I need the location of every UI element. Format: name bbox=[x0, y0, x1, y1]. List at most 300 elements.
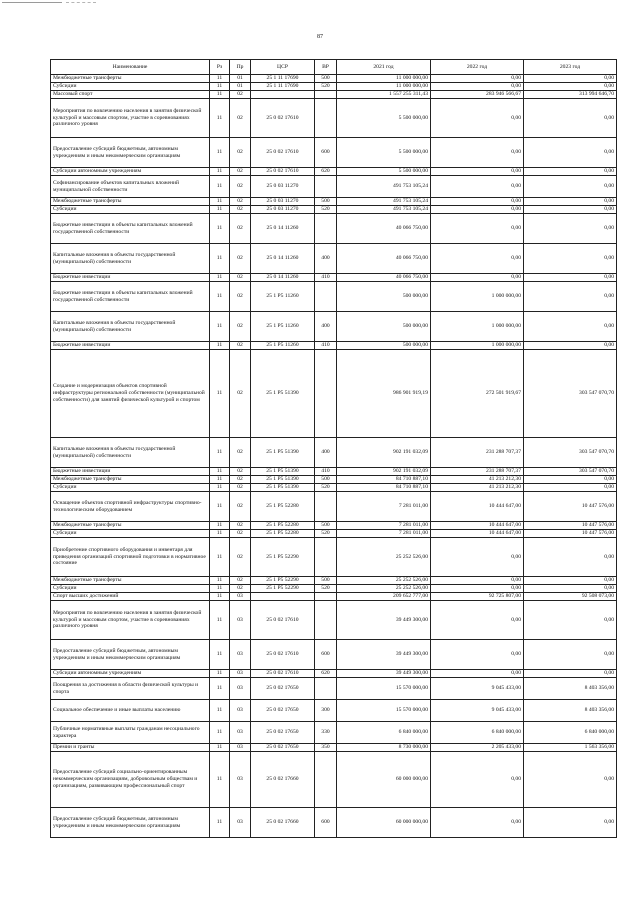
row-name: Капитальные вложения в объекты государственной (муниципальной) собственности bbox=[51, 312, 210, 342]
row-name: Предоставление субсидий бюджетным, автономным учреждениям и иным некоммерческим организациям bbox=[51, 640, 210, 670]
table-row bbox=[51, 585, 617, 593]
row-amount-2022: 2 205 433,00 bbox=[431, 744, 524, 752]
row-amount-2022: 0,00 bbox=[431, 538, 524, 577]
row-name: Поощрения за достижения в области физической культуры и спорта bbox=[51, 678, 210, 700]
scan-edge-mark bbox=[66, 2, 96, 3]
row-vr bbox=[315, 91, 337, 99]
row-vr: 600 bbox=[315, 138, 337, 168]
row-amount-2023: 1 563 356,00 bbox=[524, 744, 617, 752]
row-csr: 25 1 P5 11260 bbox=[251, 282, 315, 312]
row-amount-2022: 6 840 000,00 bbox=[431, 722, 524, 744]
row-amount-2022: 9 045 433,00 bbox=[431, 678, 524, 700]
row-amount-2022: 0,00 bbox=[431, 138, 524, 168]
row-csr: 25 0 14 11260 bbox=[251, 244, 315, 274]
row-rz: 11 bbox=[210, 678, 230, 700]
row-rz: 11 bbox=[210, 75, 230, 83]
row-amount-2023: 0,00 bbox=[524, 752, 617, 808]
row-pr: 02 bbox=[230, 312, 251, 342]
row-rz: 11 bbox=[210, 83, 230, 91]
row-csr: 25 0 14 11260 bbox=[251, 274, 315, 282]
row-amount-2023: 0,00 bbox=[524, 83, 617, 91]
table-header-row bbox=[51, 60, 617, 75]
row-vr: 400 bbox=[315, 438, 337, 468]
row-name: Субсидии автономным учреждениям bbox=[51, 670, 210, 678]
row-amount-2021: 7 281 011,00 bbox=[337, 522, 431, 530]
row-csr: 25 1 11 17690 bbox=[251, 83, 315, 91]
row-name: Межбюджетные трансферты bbox=[51, 198, 210, 206]
row-pr: 01 bbox=[230, 75, 251, 83]
row-csr: 25 0 03 11270 bbox=[251, 176, 315, 198]
row-amount-2021: 1 557 255 311,43 bbox=[337, 91, 431, 99]
row-amount-2021: 491 753 105,24 bbox=[337, 206, 431, 214]
row-amount-2021: 491 753 105,24 bbox=[337, 198, 431, 206]
row-amount-2023: 0,00 bbox=[524, 670, 617, 678]
row-name: Социальное обеспечение и иные выплаты населению bbox=[51, 700, 210, 722]
table-row bbox=[51, 468, 617, 476]
row-vr bbox=[315, 538, 337, 577]
row-csr: 25 0 02 17660 bbox=[251, 808, 315, 838]
row-amount-2021: 39 449 300,00 bbox=[337, 601, 431, 640]
table-row bbox=[51, 342, 617, 350]
table-row bbox=[51, 476, 617, 484]
row-amount-2023: 0,00 bbox=[524, 274, 617, 282]
row-amount-2023: 0,00 bbox=[524, 214, 617, 244]
row-amount-2022: 0,00 bbox=[431, 214, 524, 244]
row-rz: 11 bbox=[210, 99, 230, 138]
row-vr bbox=[315, 678, 337, 700]
table-row bbox=[51, 601, 617, 640]
table-row bbox=[51, 91, 617, 99]
column-header-csr: ЦСР bbox=[251, 60, 315, 75]
row-vr: 500 bbox=[315, 198, 337, 206]
row-amount-2022: 92 725 807,00 bbox=[431, 593, 524, 601]
row-rz: 11 bbox=[210, 722, 230, 744]
table-row bbox=[51, 282, 617, 312]
row-vr: 410 bbox=[315, 274, 337, 282]
row-amount-2023: 0,00 bbox=[524, 198, 617, 206]
table-row bbox=[51, 138, 617, 168]
row-amount-2023: 0,00 bbox=[524, 640, 617, 670]
table-row bbox=[51, 214, 617, 244]
table-row bbox=[51, 670, 617, 678]
row-rz: 11 bbox=[210, 484, 230, 492]
row-pr: 02 bbox=[230, 282, 251, 312]
row-vr: 520 bbox=[315, 484, 337, 492]
row-rz: 11 bbox=[210, 214, 230, 244]
row-amount-2023: 0,00 bbox=[524, 312, 617, 342]
row-amount-2022: 0,00 bbox=[431, 670, 524, 678]
row-vr: 410 bbox=[315, 468, 337, 476]
row-rz: 11 bbox=[210, 342, 230, 350]
row-vr: 400 bbox=[315, 312, 337, 342]
row-name: Бюджетные инвестиции в объекты капитальных вложений государственной собственности bbox=[51, 282, 210, 312]
table-row bbox=[51, 530, 617, 538]
row-pr: 02 bbox=[230, 244, 251, 274]
row-amount-2022: 0,00 bbox=[431, 83, 524, 91]
row-amount-2023: 0,00 bbox=[524, 176, 617, 198]
row-csr: 25 1 P5 51390 bbox=[251, 484, 315, 492]
row-pr: 02 bbox=[230, 176, 251, 198]
scan-edge-mark bbox=[2, 2, 62, 3]
row-amount-2021: 7 281 011,00 bbox=[337, 530, 431, 538]
table-row bbox=[51, 492, 617, 522]
table-row bbox=[51, 744, 617, 752]
row-amount-2021: 491 753 105,24 bbox=[337, 176, 431, 198]
row-amount-2023: 8 403 356,00 bbox=[524, 678, 617, 700]
row-csr: 25 0 03 11270 bbox=[251, 198, 315, 206]
row-vr: 500 bbox=[315, 75, 337, 83]
row-amount-2023: 10 447 576,00 bbox=[524, 492, 617, 522]
row-amount-2023: 0,00 bbox=[524, 168, 617, 176]
column-header-2021: 2021 год bbox=[337, 60, 431, 75]
row-vr: 330 bbox=[315, 722, 337, 744]
row-amount-2021: 84 710 887,10 bbox=[337, 484, 431, 492]
row-amount-2023: 8 403 356,00 bbox=[524, 700, 617, 722]
row-amount-2021: 11 000 000,00 bbox=[337, 75, 431, 83]
row-amount-2021: 8 730 000,00 bbox=[337, 744, 431, 752]
row-csr: 25 0 02 17650 bbox=[251, 744, 315, 752]
column-header-2023: 2023 год bbox=[524, 60, 617, 75]
row-csr: 25 0 02 17610 bbox=[251, 601, 315, 640]
row-amount-2021: 60 000 000,00 bbox=[337, 808, 431, 838]
column-header-rz: Рз bbox=[210, 60, 230, 75]
row-pr: 02 bbox=[230, 438, 251, 468]
row-csr: 25 1 P5 52280 bbox=[251, 492, 315, 522]
row-amount-2022: 231 288 707,37 bbox=[431, 438, 524, 468]
row-rz: 11 bbox=[210, 808, 230, 838]
row-rz: 11 bbox=[210, 593, 230, 601]
row-csr: 25 0 14 11260 bbox=[251, 214, 315, 244]
row-vr: 400 bbox=[315, 244, 337, 274]
row-name: Оснащение объектов спортивной инфраструктуры спортивно-технологическим оборудованием bbox=[51, 492, 210, 522]
row-rz: 11 bbox=[210, 744, 230, 752]
table-row bbox=[51, 752, 617, 808]
row-vr: 520 bbox=[315, 206, 337, 214]
row-pr: 02 bbox=[230, 198, 251, 206]
column-header-pr: Пр bbox=[230, 60, 251, 75]
row-rz: 11 bbox=[210, 350, 230, 438]
row-name: Межбюджетные трансферты bbox=[51, 577, 210, 585]
row-amount-2021: 6 840 000,00 bbox=[337, 722, 431, 744]
row-pr: 02 bbox=[230, 585, 251, 593]
column-header-vr: ВР bbox=[315, 60, 337, 75]
column-header-name: Наименование bbox=[51, 60, 210, 75]
row-rz: 11 bbox=[210, 476, 230, 484]
row-csr: 25 1 P5 11260 bbox=[251, 312, 315, 342]
row-amount-2022: 1 000 000,00 bbox=[431, 342, 524, 350]
row-amount-2021: 500 000,00 bbox=[337, 282, 431, 312]
row-pr: 02 bbox=[230, 492, 251, 522]
table-row bbox=[51, 577, 617, 585]
row-csr: 25 1 P5 51390 bbox=[251, 350, 315, 438]
row-amount-2023: 0,00 bbox=[524, 538, 617, 577]
table-row bbox=[51, 484, 617, 492]
table-row bbox=[51, 99, 617, 138]
row-csr: 25 0 02 17650 bbox=[251, 722, 315, 744]
row-pr: 03 bbox=[230, 752, 251, 808]
row-pr: 03 bbox=[230, 678, 251, 700]
row-name: Межбюджетные трансферты bbox=[51, 522, 210, 530]
row-vr bbox=[315, 752, 337, 808]
row-pr: 03 bbox=[230, 808, 251, 838]
row-vr bbox=[315, 176, 337, 198]
row-name: Мероприятия по вовлечению населения в занятия физической культурой и массовым спортом, участие в соревнованиях различного уровня bbox=[51, 601, 210, 640]
row-name: Публичные нормативные выплаты гражданам несоциального характера bbox=[51, 722, 210, 744]
row-amount-2023: 0,00 bbox=[524, 476, 617, 484]
row-vr: 520 bbox=[315, 530, 337, 538]
row-rz: 11 bbox=[210, 176, 230, 198]
row-amount-2021: 902 191 032,09 bbox=[337, 468, 431, 476]
row-csr: 25 1 P5 11260 bbox=[251, 342, 315, 350]
row-amount-2022: 0,00 bbox=[431, 808, 524, 838]
row-name: Спорт высших достижений bbox=[51, 593, 210, 601]
row-amount-2021: 40 066 750,00 bbox=[337, 214, 431, 244]
row-name: Субсидии bbox=[51, 530, 210, 538]
row-vr bbox=[315, 601, 337, 640]
row-vr bbox=[315, 593, 337, 601]
row-amount-2023: 0,00 bbox=[524, 138, 617, 168]
row-csr: 25 0 02 17610 bbox=[251, 168, 315, 176]
row-vr bbox=[315, 282, 337, 312]
row-csr: 25 1 P5 52280 bbox=[251, 530, 315, 538]
row-csr: 25 0 02 17650 bbox=[251, 700, 315, 722]
row-amount-2021: 15 570 000,00 bbox=[337, 700, 431, 722]
row-rz: 11 bbox=[210, 274, 230, 282]
row-rz: 11 bbox=[210, 168, 230, 176]
row-amount-2021: 84 710 887,10 bbox=[337, 476, 431, 484]
row-rz: 11 bbox=[210, 640, 230, 670]
row-pr: 02 bbox=[230, 138, 251, 168]
table-row bbox=[51, 244, 617, 274]
row-name: Предоставление субсидий социально-ориентированным некоммерческим организациям, добровольным обществам и организациям, развивающим профессиональный спорт bbox=[51, 752, 210, 808]
table-row bbox=[51, 438, 617, 468]
row-rz: 11 bbox=[210, 538, 230, 577]
row-pr: 03 bbox=[230, 593, 251, 601]
row-vr: 410 bbox=[315, 342, 337, 350]
row-amount-2023: 313 994 646,70 bbox=[524, 91, 617, 99]
table-row bbox=[51, 176, 617, 198]
row-rz: 11 bbox=[210, 577, 230, 585]
row-amount-2021: 39 449 300,00 bbox=[337, 640, 431, 670]
row-amount-2023: 0,00 bbox=[524, 808, 617, 838]
row-amount-2021: 25 252 526,00 bbox=[337, 538, 431, 577]
table-row bbox=[51, 640, 617, 670]
row-pr: 02 bbox=[230, 476, 251, 484]
row-amount-2021: 500 000,00 bbox=[337, 312, 431, 342]
row-amount-2021: 209 652 777,00 bbox=[337, 593, 431, 601]
table-row bbox=[51, 83, 617, 91]
row-amount-2021: 902 191 032,09 bbox=[337, 438, 431, 468]
row-pr: 02 bbox=[230, 274, 251, 282]
row-amount-2022: 0,00 bbox=[431, 274, 524, 282]
row-vr bbox=[315, 99, 337, 138]
row-amount-2023: 10 447 576,00 bbox=[524, 530, 617, 538]
table-row bbox=[51, 168, 617, 176]
row-rz: 11 bbox=[210, 198, 230, 206]
table-row bbox=[51, 75, 617, 83]
page-number: 87 bbox=[317, 34, 323, 40]
row-pr: 03 bbox=[230, 722, 251, 744]
row-name: Бюджетные инвестиции bbox=[51, 468, 210, 476]
row-vr: 620 bbox=[315, 670, 337, 678]
row-amount-2022: 9 045 433,00 bbox=[431, 700, 524, 722]
row-amount-2022: 0,00 bbox=[431, 198, 524, 206]
row-csr: 25 0 02 17650 bbox=[251, 678, 315, 700]
row-vr: 500 bbox=[315, 577, 337, 585]
row-amount-2021: 39 449 300,00 bbox=[337, 670, 431, 678]
row-pr: 02 bbox=[230, 342, 251, 350]
table-row bbox=[51, 722, 617, 744]
row-pr: 02 bbox=[230, 484, 251, 492]
row-pr: 02 bbox=[230, 530, 251, 538]
row-pr: 03 bbox=[230, 640, 251, 670]
row-vr: 300 bbox=[315, 700, 337, 722]
row-name: Премии и гранты bbox=[51, 744, 210, 752]
row-amount-2021: 11 000 000,00 bbox=[337, 83, 431, 91]
row-amount-2023: 92 508 073,00 bbox=[524, 593, 617, 601]
row-name: Софинансирование объектов капитальных вложений муниципальной собственности bbox=[51, 176, 210, 198]
row-amount-2022: 0,00 bbox=[431, 752, 524, 808]
row-name: Предоставление субсидий бюджетным, автономным учреждениям и иным некоммерческим организациям bbox=[51, 808, 210, 838]
row-amount-2022: 0,00 bbox=[431, 585, 524, 593]
row-vr bbox=[315, 350, 337, 438]
row-csr: 25 1 P5 51390 bbox=[251, 438, 315, 468]
row-name: Субсидии bbox=[51, 585, 210, 593]
row-name: Бюджетные инвестиции bbox=[51, 342, 210, 350]
row-pr: 02 bbox=[230, 577, 251, 585]
row-name: Субсидии bbox=[51, 83, 210, 91]
row-rz: 11 bbox=[210, 700, 230, 722]
row-name: Мероприятия по вовлечению населения в занятия физической культурой и массовым спортом, участие в соревнованиях различного уровня bbox=[51, 99, 210, 138]
row-amount-2023: 303 547 070,70 bbox=[524, 468, 617, 476]
row-name: Субсидии bbox=[51, 484, 210, 492]
row-rz: 11 bbox=[210, 530, 230, 538]
row-amount-2022: 0,00 bbox=[431, 601, 524, 640]
row-pr: 03 bbox=[230, 670, 251, 678]
row-name: Субсидии автономным учреждениям bbox=[51, 168, 210, 176]
column-header-2022: 2022 год bbox=[431, 60, 524, 75]
table-row bbox=[51, 350, 617, 438]
row-amount-2021: 25 252 526,00 bbox=[337, 585, 431, 593]
row-amount-2023: 0,00 bbox=[524, 99, 617, 138]
row-amount-2022: 10 444 647,00 bbox=[431, 530, 524, 538]
row-rz: 11 bbox=[210, 601, 230, 640]
row-amount-2022: 0,00 bbox=[431, 176, 524, 198]
row-rz: 11 bbox=[210, 752, 230, 808]
row-vr: 500 bbox=[315, 522, 337, 530]
row-csr bbox=[251, 91, 315, 99]
row-vr: 350 bbox=[315, 744, 337, 752]
row-name: Капитальные вложения в объекты государственной (муниципальной) собственности bbox=[51, 244, 210, 274]
row-amount-2023: 6 840 000,00 bbox=[524, 722, 617, 744]
row-rz: 11 bbox=[210, 206, 230, 214]
row-amount-2021: 40 066 750,00 bbox=[337, 244, 431, 274]
row-amount-2022: 283 946 566,67 bbox=[431, 91, 524, 99]
row-amount-2022: 41 213 212,30 bbox=[431, 484, 524, 492]
row-amount-2023: 0,00 bbox=[524, 342, 617, 350]
row-amount-2022: 10 444 647,00 bbox=[431, 522, 524, 530]
row-pr: 02 bbox=[230, 468, 251, 476]
row-amount-2021: 7 281 011,00 bbox=[337, 492, 431, 522]
row-amount-2023: 303 547 070,70 bbox=[524, 438, 617, 468]
table-row bbox=[51, 593, 617, 601]
row-rz: 11 bbox=[210, 670, 230, 678]
row-amount-2022: 0,00 bbox=[431, 75, 524, 83]
row-rz: 11 bbox=[210, 244, 230, 274]
row-rz: 11 bbox=[210, 438, 230, 468]
row-amount-2021: 15 570 000,00 bbox=[337, 678, 431, 700]
row-amount-2022: 41 213 212,30 bbox=[431, 476, 524, 484]
row-amount-2021: 40 066 750,00 bbox=[337, 274, 431, 282]
row-name: Межбюджетные трансферты bbox=[51, 476, 210, 484]
row-rz: 11 bbox=[210, 312, 230, 342]
row-csr: 25 1 P5 52280 bbox=[251, 522, 315, 530]
row-rz: 11 bbox=[210, 138, 230, 168]
row-amount-2022: 231 288 707,37 bbox=[431, 468, 524, 476]
table-row bbox=[51, 522, 617, 530]
row-name: Субсидии bbox=[51, 206, 210, 214]
row-rz: 11 bbox=[210, 492, 230, 522]
table-row bbox=[51, 274, 617, 282]
table-row bbox=[51, 538, 617, 577]
row-name: Бюджетные инвестиции bbox=[51, 274, 210, 282]
row-csr: 25 1 P5 52290 bbox=[251, 577, 315, 585]
row-amount-2022: 0,00 bbox=[431, 244, 524, 274]
row-csr: 25 1 P5 51390 bbox=[251, 468, 315, 476]
row-amount-2022: 0,00 bbox=[431, 99, 524, 138]
row-amount-2022: 0,00 bbox=[431, 640, 524, 670]
row-amount-2021: 25 252 526,00 bbox=[337, 577, 431, 585]
row-vr: 520 bbox=[315, 83, 337, 91]
row-amount-2023: 303 547 070,70 bbox=[524, 350, 617, 438]
row-csr: 25 1 11 17690 bbox=[251, 75, 315, 83]
row-csr: 25 0 02 17610 bbox=[251, 99, 315, 138]
row-amount-2023: 0,00 bbox=[524, 601, 617, 640]
row-amount-2022: 0,00 bbox=[431, 206, 524, 214]
row-amount-2022: 272 501 919,67 bbox=[431, 350, 524, 438]
table-row bbox=[51, 206, 617, 214]
row-vr: 600 bbox=[315, 808, 337, 838]
row-csr: 25 0 02 17610 bbox=[251, 640, 315, 670]
row-amount-2021: 5 500 000,00 bbox=[337, 138, 431, 168]
row-rz: 11 bbox=[210, 468, 230, 476]
row-vr: 500 bbox=[315, 476, 337, 484]
row-amount-2023: 0,00 bbox=[524, 75, 617, 83]
table-row bbox=[51, 198, 617, 206]
table-row bbox=[51, 808, 617, 838]
row-csr bbox=[251, 593, 315, 601]
row-csr: 25 0 02 17610 bbox=[251, 138, 315, 168]
row-pr: 03 bbox=[230, 744, 251, 752]
row-amount-2021: 500 000,00 bbox=[337, 342, 431, 350]
row-name: Предоставление субсидий бюджетным, автономным учреждениям и иным некоммерческим организациям bbox=[51, 138, 210, 168]
row-pr: 03 bbox=[230, 601, 251, 640]
row-amount-2022: 1 000 000,00 bbox=[431, 312, 524, 342]
row-amount-2023: 0,00 bbox=[524, 484, 617, 492]
row-amount-2021: 5 500 000,00 bbox=[337, 168, 431, 176]
row-pr: 02 bbox=[230, 168, 251, 176]
row-name: Капитальные вложения в объекты государственной (муниципальной) собственности bbox=[51, 438, 210, 468]
row-pr: 02 bbox=[230, 99, 251, 138]
row-csr: 25 0 03 11270 bbox=[251, 206, 315, 214]
row-vr: 520 bbox=[315, 585, 337, 593]
row-amount-2021: 60 000 000,00 bbox=[337, 752, 431, 808]
row-amount-2022: 10 444 647,00 bbox=[431, 492, 524, 522]
table-row bbox=[51, 700, 617, 722]
row-amount-2023: 10 447 576,00 bbox=[524, 522, 617, 530]
table-row bbox=[51, 678, 617, 700]
table-body bbox=[51, 75, 617, 838]
